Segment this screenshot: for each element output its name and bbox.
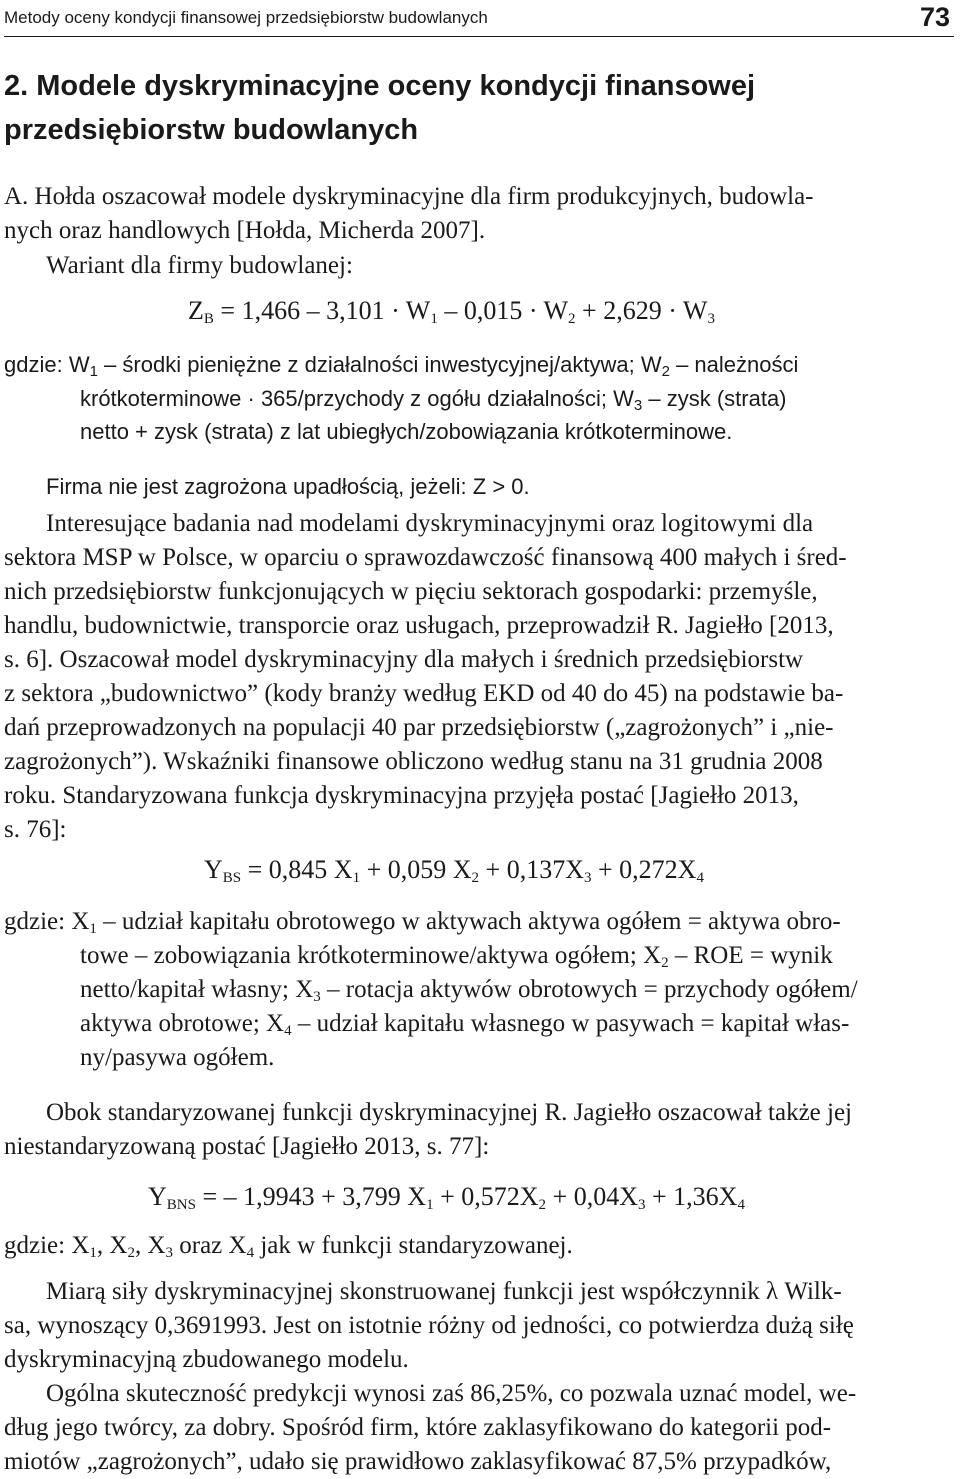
formula-ybs-sub-3: 3 [584, 870, 592, 886]
definitions-1-line-2 [80, 382, 787, 416]
definitions-2-text-c: towe – zobowiązania krótkoterminowe/aktywa ogółem; X [80, 942, 662, 969]
definitions-3-text-d: oraz X [173, 1232, 247, 1259]
definitions-3-line [4, 1229, 573, 1263]
running-header [4, 2, 954, 37]
definitions-3-sub-3: 3 [165, 1245, 174, 1261]
definitions-1-line-3: netto + zysk (strata) z lat ubiegłych/zobowiązania krótkoterminowe. [80, 419, 733, 444]
formula-ybs-part-1: = 0,845 X [241, 855, 353, 884]
definitions-2-text-b: – udział kapitału obrotowego w aktywach aktywa ogółem = aktywa obro- [96, 908, 841, 935]
definitions-3-text-b: , X [96, 1232, 128, 1259]
formula-zb-lead: Z [188, 296, 204, 325]
formula-zb-sub-3: 3 [707, 311, 715, 327]
section-heading-line-2: przedsiębiorstw budowlanych [4, 114, 419, 146]
formula-ybs [204, 855, 704, 885]
definitions-2-text-a: gdzie: X [4, 908, 90, 935]
definitions-3-text-a: gdzie: X [4, 1232, 90, 1259]
paragraph-5-line-3: miotów „zagrożonych”, udało się prawidłowo zaklasyfikować 87,5% przypadków, [4, 1448, 832, 1475]
definitions-3-sub-4: 4 [246, 1245, 255, 1261]
formula-ybns-subscript: BNS [166, 1197, 196, 1213]
definitions-3-text-c: , X [134, 1232, 166, 1259]
definitions-2-sub-3: 3 [313, 989, 321, 1005]
formula-ybns-lead: Y [148, 1182, 167, 1211]
paragraph-5-line-1: Ogólna skuteczność predykcji wynosi zaś 86,25%, co pozwala uznać model, we- [46, 1380, 857, 1407]
paragraph-3-line-1: Obok standaryzowanej funkcji dyskryminacyjnej R. Jagiełło oszacował także jej [46, 1099, 852, 1126]
formula-ybs-part-2: + 0,059 X [360, 855, 472, 884]
definitions-1-sub-3: 3 [633, 397, 643, 414]
formula-ybns-sub-2: 2 [538, 1197, 547, 1213]
formula-ybns [148, 1182, 745, 1212]
definitions-1-text-b: – środki pieniężne z działalności inwestycyjnej/aktywa; W [97, 352, 662, 377]
formula-ybns-sub-4: 4 [737, 1197, 745, 1213]
paragraph-2-line-4: handlu, budownictwie, transporcie oraz usługach, przeprowadził R. Jagiełło [2013, [4, 612, 834, 639]
paragraph-5-line-2: dług jego twórcy, za dobry. Spośród firm, które zaklasyfikowano do kategorii pod- [4, 1414, 832, 1441]
definitions-2-text-f: – rotacja aktywów obrotowych = przychody ogółem/ [320, 976, 858, 1003]
definitions-2-sub-1: 1 [89, 921, 97, 937]
paragraph-2-line-10: s. 76]: [4, 816, 67, 843]
page-number: 73 [919, 2, 950, 32]
paragraph-2-line-8: zagrożonych”). Wskaźniki finansowe obliczono według stanu na 31 grudnia 2008 [4, 748, 823, 775]
formula-ybs-sub-2: 2 [471, 870, 480, 886]
formula-ybs-subscript: BS [222, 870, 242, 886]
paragraph-2-line-7: dań przeprowadzonych na populacji 40 par przedsiębiorstw („zagrożonych” i „nie- [4, 714, 834, 741]
paragraph-2-line-3: nich przedsiębiorstw funkcjonujących w pięciu sektorach gospodarki: przemyśle, [4, 578, 818, 605]
formula-ybns-sub-3: 3 [637, 1197, 646, 1213]
formula-zb-part-1: = 1,466 – 3,101 · W [213, 296, 431, 325]
formula-ybns-part-1: = – 1,9943 + 3,799 X [195, 1182, 427, 1211]
definitions-3-text-e: jak w funkcji standaryzowanej. [254, 1232, 573, 1259]
paragraph-1-line-3: Wariant dla firmy budowlanej: [46, 252, 353, 279]
paragraph-1-line-1: A. Hołda oszacował modele dyskryminacyjne dla firm produkcyjnych, budowla- [4, 183, 814, 210]
definitions-2-line-2 [80, 939, 833, 973]
definitions-1-text-e: – zysk (strata) [642, 386, 787, 411]
formula-ybs-sub-4: 4 [696, 870, 704, 886]
paragraph-2-line-2: sektora MSP w Polsce, w oparciu o sprawozdawczość finansową 400 małych i śred- [4, 544, 847, 571]
formula-zb [188, 296, 715, 326]
section-heading [4, 64, 944, 152]
formula-ybns-part-3: + 0,04X [546, 1182, 638, 1211]
definitions-2-line-1 [4, 905, 841, 939]
definitions-2-text-e: netto/kapitał własny; X [80, 976, 314, 1003]
definitions-2-line-5: ny/pasywa ogółem. [80, 1044, 275, 1071]
running-header-title: Metody oceny kondycji finansowej przedsiębiorstw budowlanych [4, 8, 488, 27]
paragraph-2-line-6: z sektora „budownictwo” (kody branży według EKD od 40 do 45) na podstawie ba- [4, 680, 844, 707]
definitions-2-text-h: – udział kapitału własnego w pasywach = kapitał włas- [291, 1010, 850, 1037]
definitions-1-line-1 [4, 348, 798, 382]
definitions-2-text-d: – ROE = wynik [668, 942, 833, 969]
definitions-1-text-d: krótkoterminowe · 365/przychody z ogółu działalności; W [80, 386, 634, 411]
paragraph-4-line-2: sa, wynoszący 0,3691993. Jest on istotnie różny od jedności, co potwierdza dużą siłę [4, 1312, 854, 1339]
definitions-1-text-c: – należności [669, 352, 799, 377]
condition-line: Firma nie jest zagrożona upadłością, jeżeli: Z > 0. [46, 474, 530, 499]
formula-zb-part-3: + 2,629 · W [575, 296, 708, 325]
definitions-2-sub-2: 2 [661, 955, 669, 971]
paragraph-4-line-1: Miarą siły dyskryminacyjnej skonstruowanej funkcji jest współczynnik λ Wilk- [46, 1278, 842, 1305]
paragraph-2-line-9: roku. Standaryzowana funkcja dyskryminacyjna przyjęła postać [Jagiełło 2013, [4, 782, 799, 809]
formula-zb-sub-2: 2 [568, 311, 576, 327]
definitions-2-line-4 [80, 1007, 849, 1041]
formula-zb-part-2: – 0,015 · W [437, 296, 569, 325]
formula-ybns-part-2: + 0,572X [433, 1182, 539, 1211]
definitions-1-sub-1: 1 [89, 363, 98, 380]
definitions-2-text-g: aktywa obrotowe; X [80, 1010, 285, 1037]
paragraph-1-line-2: nych oraz handlowych [Hołda, Micherda 2007]. [4, 217, 486, 244]
definitions-1-sub-2: 2 [661, 363, 670, 380]
definitions-2-line-3 [80, 973, 858, 1007]
formula-ybns-part-4: + 1,36X [645, 1182, 738, 1211]
definitions-3-sub-2: 2 [127, 1245, 135, 1261]
section-heading-line-1: 2. Modele dyskryminacyjne oceny kondycji finansowej [4, 70, 756, 102]
formula-zb-sub-1: 1 [430, 311, 438, 327]
formula-zb-subscript: B [203, 311, 214, 327]
definitions-3-sub-1: 1 [89, 1245, 97, 1261]
definitions-2-sub-4: 4 [284, 1023, 292, 1039]
paragraph-4-line-3: dyskryminacyjną zbudowanego modelu. [4, 1346, 409, 1373]
formula-ybns-sub-1: 1 [426, 1197, 434, 1213]
paragraph-3-line-2: niestandaryzowaną postać [Jagiełło 2013, s. 77]: [4, 1133, 490, 1160]
formula-ybs-part-3: + 0,137X [479, 855, 584, 884]
paragraph-2-line-1: Interesujące badania nad modelami dyskryminacyjnymi oraz logitowymi dla [46, 510, 814, 537]
formula-ybs-part-4: + 0,272X [591, 855, 697, 884]
definitions-1-text-a: gdzie: W [4, 352, 90, 377]
formula-ybs-sub-1: 1 [352, 870, 361, 886]
paragraph-2-line-5: s. 6]. Oszacował model dyskryminacyjny dla małych i średnich przedsiębiorstw [4, 646, 804, 673]
formula-ybs-lead: Y [204, 855, 223, 884]
